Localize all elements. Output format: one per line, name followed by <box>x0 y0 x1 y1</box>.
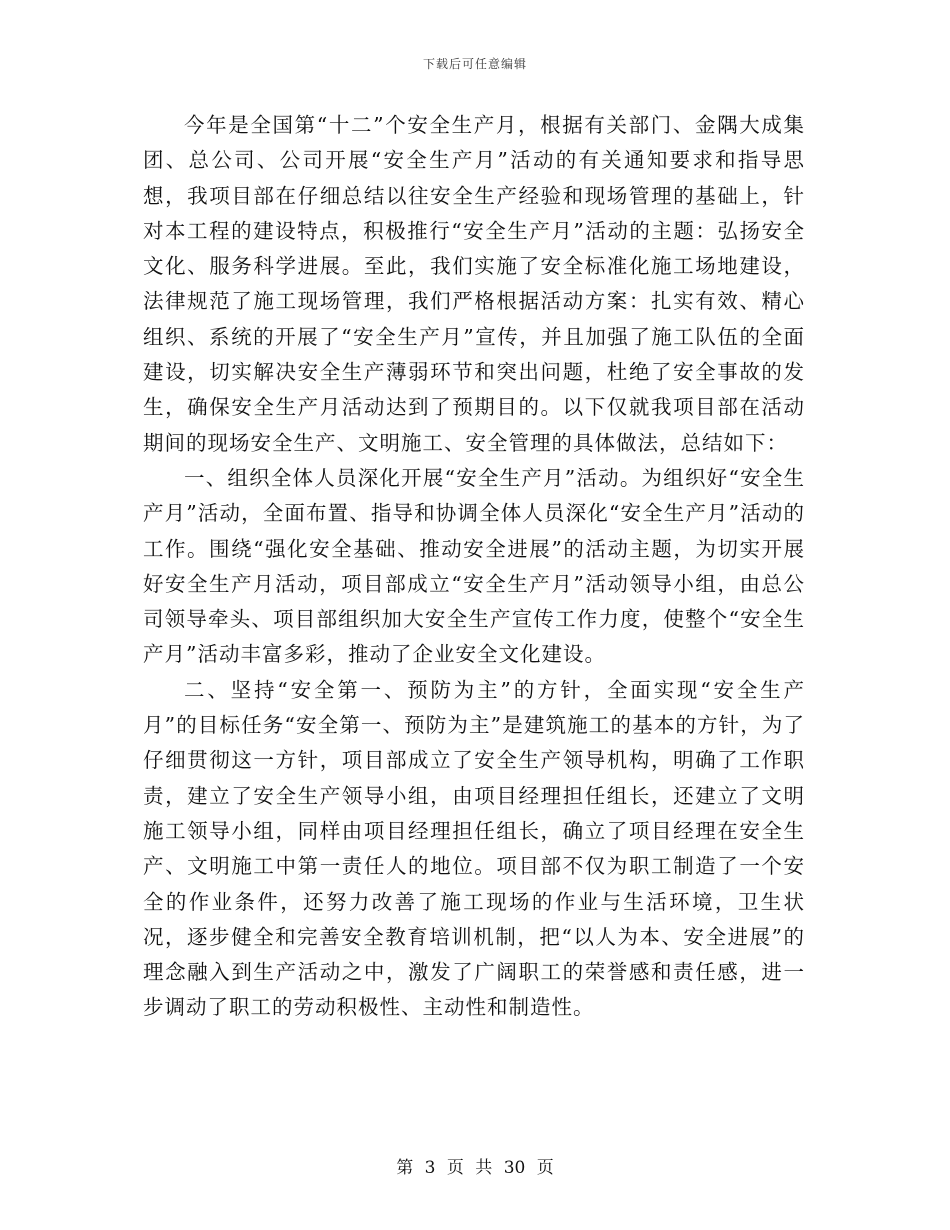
paragraph-intro: 今年是全国第“十二”个安全生产月，根据有关部门、金隅大成集团、总公司、公司开展“安全生产月”活动的有关通知要求和指导思想，我项目部在仔细总结以往安全生产经验和现场管理的基础上，针对本工程的建设特点，积极推行“安全生产月”活动的主题：弘扬安全文化、服务科学进展。至此，我们实施了安全标准化施工场地建设，法律规范了施工现场管理，我们严格根据活动方案：扎实有效、精心组织、系统的开展了“安全生产月”宣传，并且加强了施工队伍的全面建设，切实解决安全生产薄弱环节和突出问题，杜绝了安全事故的发生，确保安全生产月活动达到了预期目的。以下仅就我项目部在活动期间的现场安全生产、文明施工、安全管理的具体做法，总结如下： <box>143 113 805 455</box>
paragraph-section-one: 一、组织全体人员深化开展“安全生产月”活动。为组织好“安全生产月”活动，全面布置、指导和协调全体人员深化“安全生产月”活动的工作。围绕“强化安全基础、推动安全进展”的活动主题，为切实开展好安全生产月活动，项目部成立“安全生产月”活动领导小组，由总公司领导牵头、项目部组织加大安全生产宣传工作力度，使整个“安全生产月”活动丰富多彩，推动了企业安全文化建设。 <box>143 465 805 667</box>
document-body <box>143 108 805 1026</box>
page-number: 第 3 页 共 30 页 <box>396 1158 554 1178</box>
header-note: 下载后可任意编辑 <box>422 57 527 71</box>
paragraph-section-two: 二、坚持“安全第一、预防为主”的方针，全面实现“安全生产月”的目标任务“安全第一、预防为主”是建筑施工的基本的方针，为了仔细贯彻这一方针，项目部成立了安全生产领导机构，明确了工作职责，建立了安全生产领导小组，由项目经理担任组长，还建立了文明施工领导小组，同样由项目经理担任组长，确立了项目经理在安全生产、文明施工中第一责任人的地位。项目部不仅为职工制造了一个安全的作业条件，还努力改善了施工现场的作业与生活环境，卫生状况，逐步健全和完善安全教育培训机制，把“以人为本、安全进展”的理念融入到生产活动之中，激发了广阔职工的荣誉感和责任感，进一步调动了职工的劳动积极性、主动性和制造性。 <box>143 677 805 1020</box>
